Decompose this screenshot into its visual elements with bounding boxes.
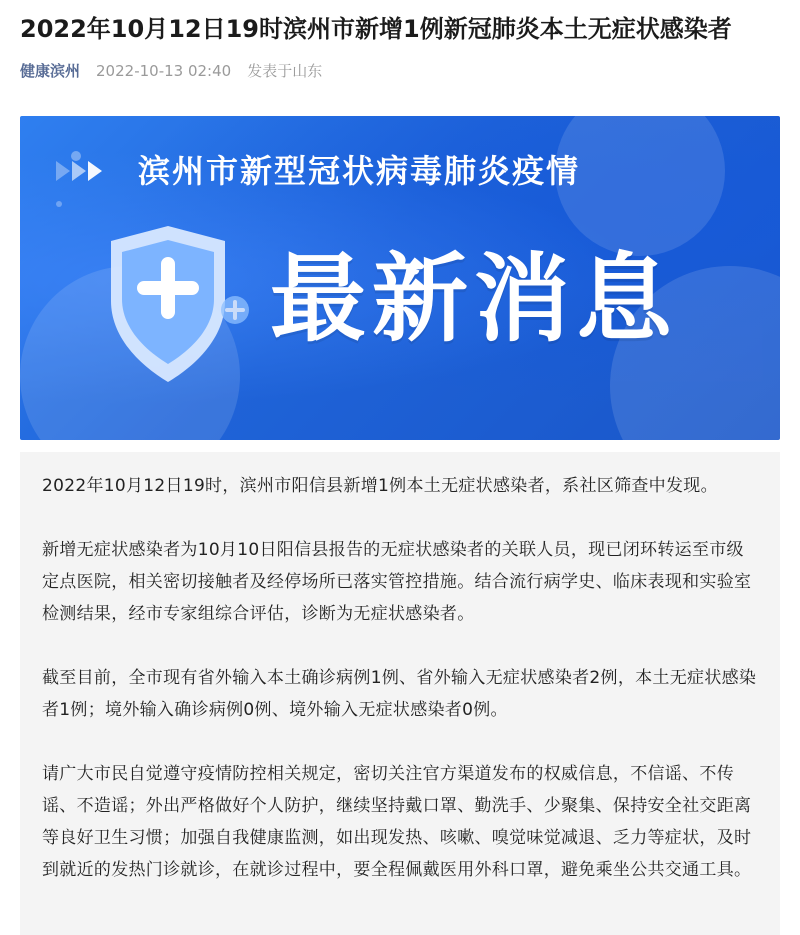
content-paragraph: 新增无症状感染者为10月10日阳信县报告的无症状感染者的关联人员，现已闭环转运至市级定点医院，相关密切接触者及经停场所已落实管控措施。结合流行病学史、临床表现和实验室检测结果，经市专家组综合评估，诊断为无症状感染者。 (42, 540, 752, 624)
triangle-icon-1 (56, 161, 70, 181)
news-banner-image (20, 116, 780, 440)
banner-subtitle: 滨州市新型冠状病毒肺炎疫情 (138, 152, 581, 190)
article-meta (20, 60, 322, 82)
content-paragraph: 请广大市民自觉遵守疫情防控相关规定，密切关注官方渠道发布的权威信息，不信谣、不传谣、不造谣；外出严格做好个人防护，继续坚持戴口罩、勤洗手、少聚集、保持安全社交距离等良好卫生习惯；加强自我健康监测，如出现发热、咳嗽、嗅觉味觉减退、乏力等症状，及时到就近的发热门诊就诊，在就诊过程中，要全程佩戴医用外科口罩，避免乘坐公共交通工具。 (42, 764, 752, 880)
content-paragraph: 截至目前，全市现有省外输入本土确诊病例1例、省外输入无症状感染者2例，本土无症状感染者1例；境外输入确诊病例0例、境外输入无症状感染者0例。 (42, 668, 757, 720)
triangle-icon-3 (88, 161, 102, 181)
arrow-triangle-icon (56, 156, 102, 186)
article-title: 2022年10月12日19时滨州市新增1例新冠肺炎本土无症状感染者 (20, 15, 732, 43)
source-account-link[interactable]: 健康滨州 (20, 62, 81, 80)
plus-icon (221, 296, 249, 324)
publish-location: 发表于山东 (247, 62, 323, 80)
banner-headline: 最新消息 (270, 243, 678, 355)
article-content (20, 452, 780, 935)
publish-datetime: 2022-10-13 02:40 (96, 62, 232, 80)
triangle-icon-2 (72, 161, 86, 181)
content-paragraph: 2022年10月12日19时，滨州市阳信县新增1例本土无症状感染者，系社区筛查中发现。 (42, 476, 718, 496)
